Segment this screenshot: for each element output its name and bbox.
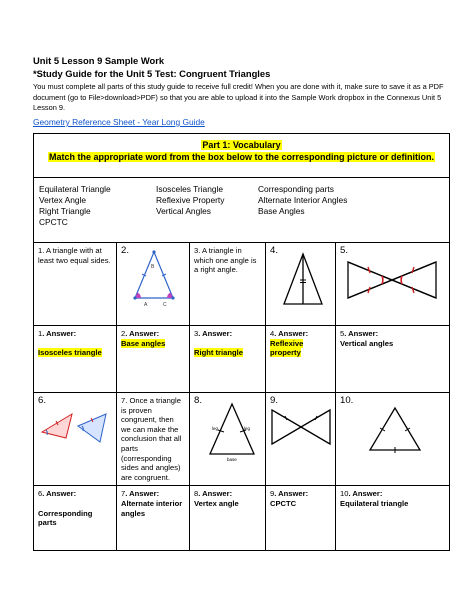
corresponding-parts-figure	[38, 408, 110, 448]
answer-label: . Answer:	[348, 489, 383, 499]
word-bank-item: Vertex Angle	[39, 195, 87, 205]
word-bank-item: Isosceles Triangle	[156, 184, 224, 194]
cell-3	[190, 243, 266, 326]
answer-cell-3	[190, 326, 266, 393]
instructions-text: You must complete all parts of this study guide to receive full credit! When you are done with it, make sure to save it as a PDF document (go to File>download>PDF) so that you are able to upload it into the Sample Work dropbox in the Connexus Unit 5 Lesson 9.	[33, 82, 444, 113]
cell-6	[34, 393, 117, 486]
vertex-label-b: B	[151, 264, 155, 270]
answer-number: 7	[121, 489, 126, 499]
isosceles-triangle-base-angles-figure	[129, 246, 179, 310]
base-label: base	[227, 457, 237, 462]
answer-value-7[interactable]: Alternate interior angles	[121, 498, 183, 518]
leg-label-left: leg	[212, 426, 219, 431]
answer-value-9[interactable]: CPCTC	[270, 498, 297, 508]
answer-value-1[interactable]: Isosceles triangle	[38, 348, 102, 358]
cell-10	[336, 393, 450, 486]
item-number-5: 5.	[340, 245, 349, 256]
document-title: Unit 5 Lesson 9 Sample Work	[33, 55, 165, 66]
answer-value-2[interactable]: Base angles	[121, 338, 166, 348]
answer-cell-7	[117, 486, 190, 551]
cell-7	[117, 393, 190, 486]
answer-number: 8	[194, 489, 199, 499]
answer-label: . Answer:	[42, 489, 77, 499]
cell-5	[336, 243, 450, 326]
answer-number: 9	[270, 489, 275, 499]
answer-number: 5	[340, 329, 345, 338]
answer-cell-1	[34, 326, 117, 393]
word-bank-item: Reflexive Property	[156, 195, 225, 205]
answer-label: . Answer:	[274, 489, 309, 499]
part-title-cell	[34, 134, 450, 178]
vertex-angle-triangle-figure	[202, 400, 260, 464]
answer-value-4[interactable]: Reflexive property	[270, 338, 304, 358]
word-bank	[34, 178, 450, 243]
answer-value-3[interactable]: Right triangle	[194, 348, 243, 358]
definition-7: 7. Once a triangle is proven congruent, then we can make the conclusion that all parts (corresponding sides and angles) are congruent.	[121, 396, 182, 482]
item-number-10: 10.	[340, 395, 354, 406]
item-number-9: 9.	[270, 395, 279, 406]
vertex-label-a: A	[144, 302, 148, 308]
reference-sheet-link[interactable]: Geometry Reference Sheet - Year Long Guide	[33, 117, 205, 127]
answer-value-6[interactable]: Corresponding parts	[38, 508, 93, 528]
answer-cell-5	[336, 326, 450, 393]
answer-number: 2	[121, 329, 126, 338]
definition-3: 3. A triangle in which one angle is a right angle.	[194, 246, 257, 275]
cell-4	[266, 243, 336, 326]
answer-value-5[interactable]: Vertical angles	[340, 338, 394, 348]
answer-number: 10	[340, 489, 349, 499]
answer-value-8[interactable]: Vertex angle	[194, 498, 239, 508]
answer-label: . Answer:	[198, 489, 233, 499]
answer-number: 6	[38, 489, 43, 499]
word-bank-item: Alternate Interior Angles	[258, 195, 348, 205]
definition-1: 1. A triangle with at least two equal sides.	[38, 246, 111, 265]
word-bank-item: Base Angles	[258, 206, 305, 216]
answer-cell-10	[336, 486, 450, 551]
item-number-2: 2.	[121, 245, 130, 256]
word-bank-item: Equilateral Triangle	[39, 184, 111, 194]
word-bank-item: Vertical Angles	[156, 206, 211, 216]
word-bank-item: Right Triangle	[39, 206, 91, 216]
answer-number: 4	[270, 329, 275, 338]
answer-cell-8	[190, 486, 266, 551]
answer-cell-4	[266, 326, 336, 393]
answer-label: . Answer:	[274, 329, 309, 338]
part-instruction: Match the appropriate word from the box below to the corresponding picture or definition.	[48, 151, 434, 162]
reflexive-triangle-figure	[270, 250, 330, 310]
item-number-6: 6.	[38, 395, 47, 406]
leg-label-right: leg	[244, 426, 251, 431]
answer-label: . Answer:	[198, 329, 233, 338]
answer-cell-6	[34, 486, 117, 551]
cell-2	[117, 243, 190, 326]
equilateral-triangle-figure	[340, 404, 440, 454]
answer-number: 1	[38, 329, 43, 338]
answer-number: 3	[194, 329, 199, 338]
answer-label: . Answer:	[125, 329, 160, 338]
document-subtitle: *Study Guide for the Unit 5 Test: Congruent Triangles	[33, 68, 271, 79]
vocabulary-table	[33, 133, 450, 551]
vertex-label-c: C	[163, 302, 167, 308]
cpctc-bowtie-figure	[270, 404, 332, 450]
word-bank-item: Corresponding parts	[258, 184, 334, 194]
item-number-8: 8.	[194, 395, 203, 406]
answer-value-10[interactable]: Equilateral triangle	[340, 498, 409, 508]
cell-9	[266, 393, 336, 486]
answer-label: . Answer:	[42, 329, 77, 338]
answer-label: . Answer:	[344, 329, 379, 338]
answer-cell-2	[117, 326, 190, 393]
cell-8	[190, 393, 266, 486]
part-title: Part 1: Vocabulary	[202, 140, 281, 150]
word-bank-item: CPCTC	[39, 217, 68, 227]
item-number-4: 4.	[270, 245, 279, 256]
cell-1	[34, 243, 117, 326]
answer-cell-9	[266, 486, 336, 551]
vertical-angles-figure	[340, 254, 440, 308]
answer-label: . Answer:	[125, 489, 160, 499]
